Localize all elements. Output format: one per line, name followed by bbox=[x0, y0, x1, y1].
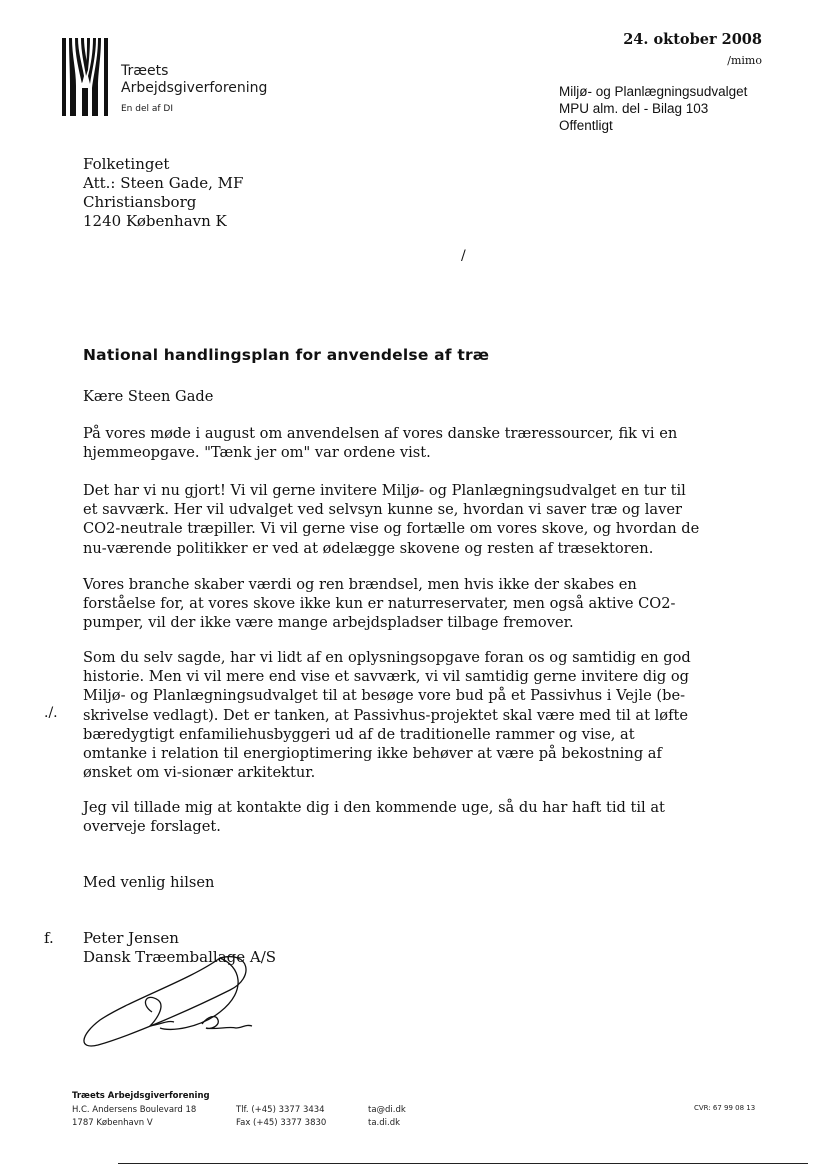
footer-email: ta@di.dk bbox=[368, 1105, 406, 1115]
footer-address-line: 1787 København V bbox=[72, 1118, 153, 1128]
footer-fax: Fax (+45) 3377 3830 bbox=[236, 1118, 327, 1128]
footer-org: Træets Arbejdsgiverforening bbox=[72, 1091, 210, 1101]
proxy-mark: f. bbox=[44, 929, 54, 947]
author-initials: /mimo bbox=[727, 54, 762, 67]
footer-phone bbox=[236, 1104, 326, 1130]
letter-date: 24. oktober 2008 bbox=[623, 31, 762, 48]
recipient-address bbox=[83, 155, 243, 231]
footer-cvr: CVR: 67 99 08 13 bbox=[694, 1104, 756, 1112]
enclosure-mark: ./. bbox=[44, 705, 58, 721]
letter-subject: National handlingsplan for anvendelse af træ bbox=[83, 346, 490, 364]
signer-name: Peter Jensen bbox=[83, 929, 179, 947]
body-paragraph: På vores møde i august om anvendelsen af vores danske træressourcer, fik vi en hjemmeopgave. "Tænk jer om" var ordene vist. bbox=[83, 425, 678, 462]
body-paragraph: Som du selv sagde, har vi lidt af en oplysningsopgave foran os og samtidig en god historie. Men vi vil mere end vise et savværk, vi vil samtidig gerne invitere dig og Miljø- og Planlægningsudvalget til at besøge vore bud på et Passivhus i Vejle (be-skrivelse vedlagt). Det er tanken, at Passivhus-projektet skal være med til at løfte bæredygtigt enfamiliehusbyggeri ud af de traditionelle rammer og vise, at omtanke i relation til energioptimering ikke behøver at være på bekostning af ønsket om vi-sionær arkitektur. bbox=[83, 649, 691, 782]
footer-address-line: H.C. Andersens Boulevard 18 bbox=[72, 1105, 197, 1115]
tree-logo-icon bbox=[60, 36, 110, 118]
body-paragraph: Det har vi nu gjort! Vi vil gerne invitere Miljø- og Planlægningsudvalget en tur til et savværk. Her vil udvalget ved selvsyn kunne se, hvordan vi saver træ og laver CO2-neutrale træpiller. Vi vil gerne vise og fortælle om vores skove, og hvordan de nu-værende politikker er ved at ødelægge skovene og resten af træsektoren. bbox=[83, 482, 700, 557]
stamp-committee: Miljø- og Planlægningsudvalget bbox=[559, 84, 748, 99]
closing: Med venlig hilsen bbox=[83, 874, 215, 891]
handwritten-signature bbox=[70, 940, 270, 1060]
bottom-rule bbox=[118, 1163, 808, 1164]
recipient-line: Att.: Steen Gade, MF bbox=[83, 174, 244, 192]
footer-contact bbox=[368, 1104, 406, 1130]
stamp-status: Offentligt bbox=[559, 118, 613, 133]
greeting: Kære Steen Gade bbox=[83, 388, 214, 405]
footer-tel: Tlf. (+45) 3377 3434 bbox=[236, 1105, 325, 1115]
footer-address bbox=[72, 1104, 196, 1130]
recipient-line: Folketinget bbox=[83, 155, 170, 173]
pen-mark: / bbox=[461, 248, 466, 264]
stamp-reference: MPU alm. del - Bilag 103 bbox=[559, 101, 709, 116]
signer-company: Dansk Træemballage A/S bbox=[83, 948, 277, 966]
recipient-line: 1240 København K bbox=[83, 212, 227, 230]
org-subtitle: En del af DI bbox=[121, 104, 173, 114]
document-stamp bbox=[559, 83, 747, 134]
footer-web: ta.di.dk bbox=[368, 1118, 401, 1128]
recipient-line: Christiansborg bbox=[83, 193, 197, 211]
org-name: Træets Arbejdsgiverforening bbox=[121, 63, 268, 96]
body-paragraph: Jeg vil tillade mig at kontakte dig i den kommende uge, så du har haft tid til at overveje forslaget. bbox=[83, 799, 665, 836]
body-paragraph: Vores branche skaber værdi og ren brændsel, men hvis ikke der skabes en forståelse for, at vores skove ikke kun er naturreservater, men også aktive CO2-pumper, vil der ikke være mange arbejdspladser tilbage fremover. bbox=[83, 576, 676, 632]
